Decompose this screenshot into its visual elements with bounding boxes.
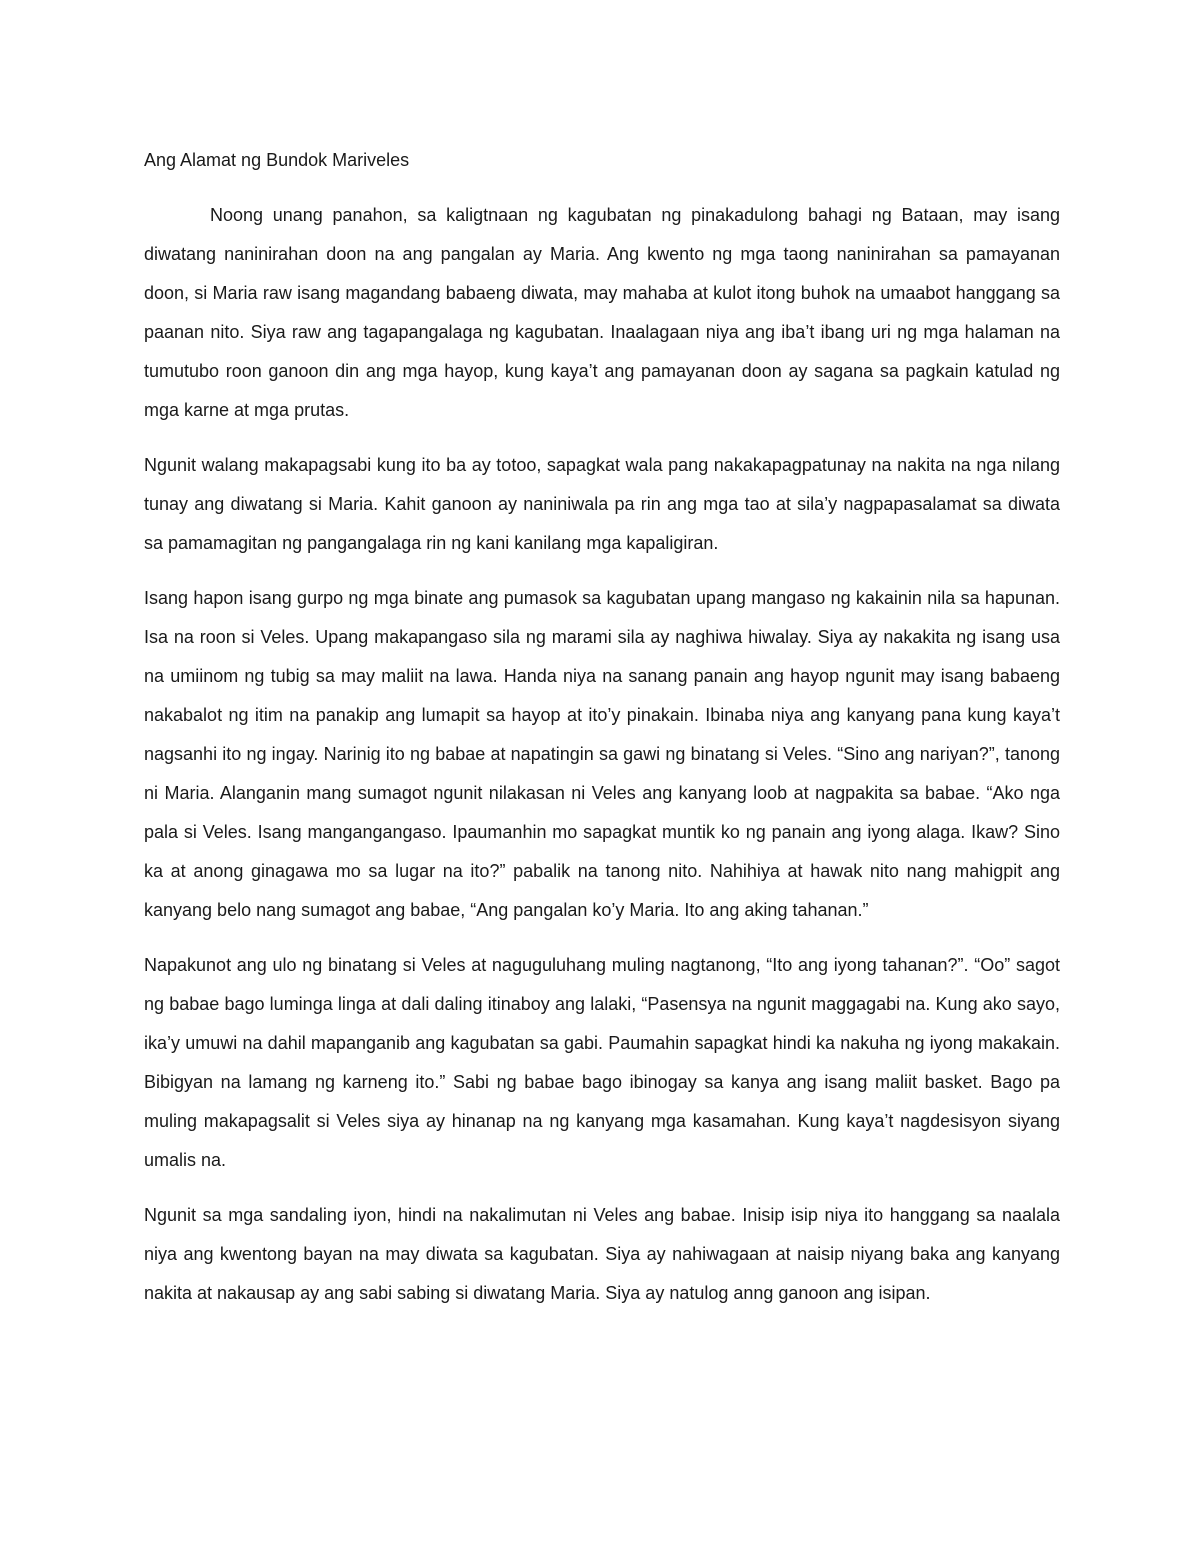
paragraph-2: Ngunit walang makapagsabi kung ito ba ay totoo, sapagkat wala pang nakakapagpatunay na nakita na nga nilang tunay ang diwatang si Maria. Kahit ganoon ay naniniwala pa rin ang mga tao at sila’y nagpapasalamat sa diwata sa pamamagitan ng pangangalaga rin ng kani kanilang mga kapaligiran. xyxy=(144,455,1060,553)
paragraph-5: Ngunit sa mga sandaling iyon, hindi na nakalimutan ni Veles ang babae. Inisip isip niya ito hanggang sa naalala niya ang kwentong bayan na may diwata sa kagubatan. Siya ay nahiwagaan at naisip niyang baka ang kanyang nakita at nakausap ay ang sabi sabing si diwatang Maria. Siya ay natulog anng ganoon ang isipan. xyxy=(144,1205,1060,1303)
paragraph-4: Napakunot ang ulo ng binatang si Veles at naguguluhang muling nagtanong, “Ito ang iyong tahanan?”. “Oo” sagot ng babae bago luminga linga at dali daling itinaboy ang lalaki, “Pasensya na ngunit maggagabi na. Kung ako sayo, ika’y umuwi na dahil mapanganib ang kagubatan sa gabi. Paumahin sapagkat hindi ka nakuha ng iyong makakain. Bibigyan na lamang ng karneng ito.” Sabi ng babae bago ibinogay sa kanya ang isang maliit basket. Bago pa muling makapagsalit si Veles siya ay hinanap na ng kanyang mga kasamahan. Kung kaya’t nagdesisyon siyang umalis na. xyxy=(144,955,1060,1170)
document-body xyxy=(144,140,1060,1313)
paragraph-1: Noong unang panahon, sa kaligtnaan ng kagubatan ng pinakadulong bahagi ng Bataan, may isang diwatang naninirahan doon na ang pangalan ay Maria. Ang kwento ng mga taong naninirahan sa pamayanan doon, si Maria raw isang magandang babaeng diwata, may mahaba at kulot itong buhok na umaabot hanggang sa paanan nito. Siya raw ang tagapangalaga ng kagubatan. Inaalagaan niya ang iba’t ibang uri ng mga halaman na tumutubo roon ganoon din ang mga hayop, kung kaya’t ang pamayanan doon ay sagana sa pagkain katulad ng mga karne at mga prutas. xyxy=(144,205,1060,420)
paragraph-3: Isang hapon isang gurpo ng mga binate ang pumasok sa kagubatan upang mangaso ng kakainin nila sa hapunan. Isa na roon si Veles. Upang makapangaso sila ng marami sila ay naghiwa hiwalay. Siya ay nakakita ng isang usa na umiinom ng tubig sa may maliit na lawa. Handa niya na sanang panain ang hayop ngunit may isang babaeng nakabalot ng itim na panakip ang lumapit sa hayop at ito’y pinakain. Ibinaba niya ang kanyang pana kung kaya’t nagsanhi ito ng ingay. Narinig ito ng babae at napatingin sa gawi ng binatang si Veles. “Sino ang nariyan?”, tanong ni Maria. Alanganin mang sumagot ngunit nilakasan ni Veles ang kanyang loob at nagpakita sa babae. “Ako nga pala si Veles. Isang mangangangaso. Ipaumanhin mo sapagkat muntik ko ng panain ang iyong alaga. Ikaw? Sino ka at anong ginagawa mo sa lugar na ito?” pabalik na tanong nito. Nahihiya at hawak nito nang mahigpit ang kanyang belo nang sumagot ang babae, “Ang pangalan ko’y Maria. Ito ang aking tahanan.” xyxy=(144,588,1060,920)
document-title: Ang Alamat ng Bundok Mariveles xyxy=(144,150,410,170)
